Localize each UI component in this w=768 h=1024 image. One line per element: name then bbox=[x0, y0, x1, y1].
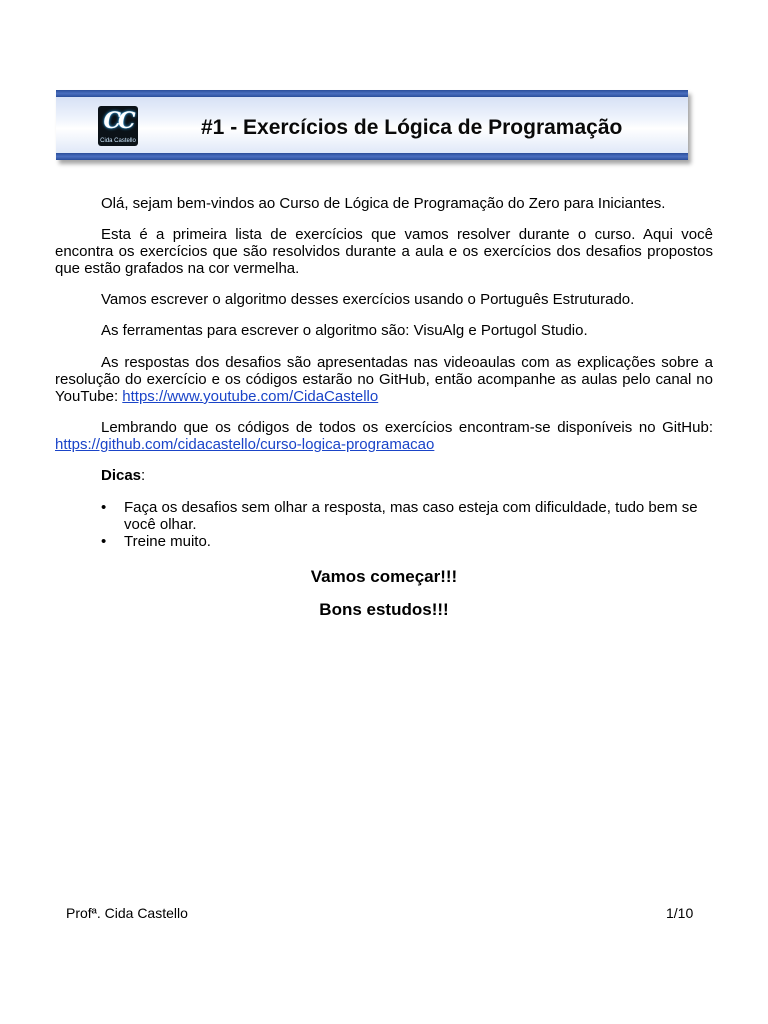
paragraph-answers-text: As respostas dos desafios são apresentadas nas videoaulas com as explicações sobre a resolução do exercício e os códigos estarão no GitHub, então acompanhe as aulas pelo canal no YouTube: bbox=[55, 354, 713, 405]
logo-subtext: Cida Castello bbox=[100, 138, 136, 144]
tip-item: • Treine muito. bbox=[55, 533, 713, 550]
header-banner bbox=[56, 90, 688, 160]
paragraph-github-text: Lembrando que os códigos de todos os exercícios encontram-se disponíveis no GitHub: bbox=[101, 419, 713, 436]
tips-list bbox=[55, 499, 713, 550]
tips-heading-label: Dicas bbox=[101, 467, 142, 484]
tips-heading-colon: : bbox=[141, 467, 146, 484]
logo-text: CC bbox=[103, 108, 133, 134]
paragraph-intro: Esta é a primeira lista de exercícios que vamos resolver durante o curso. Aqui você encontra os exercícios que são resolvidos durante a aula e os exercícios dos desafios propostos que estão grafados na cor vermelha. bbox=[55, 226, 713, 277]
tip-item: • Faça os desafios sem olhar a resposta, mas caso esteja com dificuldade, tudo bem se você olhar. bbox=[55, 499, 713, 533]
paragraph-tools: As ferramentas para escrever o algoritmo são: VisuAlg e Portugol Studio. bbox=[101, 322, 588, 339]
page-title: #1 - Exercícios de Lógica de Programação bbox=[201, 116, 623, 139]
paragraph-answers bbox=[55, 354, 713, 405]
closing-line-1: Vamos começar!!! bbox=[310, 567, 458, 586]
youtube-link[interactable]: https://www.youtube.com/CidaCastello bbox=[122, 388, 379, 405]
paragraph-welcome: Olá, sejam bem-vindos ao Curso de Lógica de Programação do Zero para Iniciantes. bbox=[101, 195, 666, 212]
paragraph-github bbox=[55, 419, 713, 453]
tips-heading bbox=[55, 467, 713, 484]
logo bbox=[98, 106, 138, 146]
paragraph-language: Vamos escrever o algoritmo desses exercícios usando o Português Estruturado. bbox=[101, 291, 635, 308]
footer-page-number: 1/10 bbox=[666, 905, 694, 921]
footer-author: Profª. Cida Castello bbox=[66, 905, 188, 921]
github-link[interactable]: https://github.com/cidacastello/curso-logica-programacao bbox=[55, 436, 435, 453]
closing-line-2: Bons estudos!!! bbox=[319, 600, 449, 619]
